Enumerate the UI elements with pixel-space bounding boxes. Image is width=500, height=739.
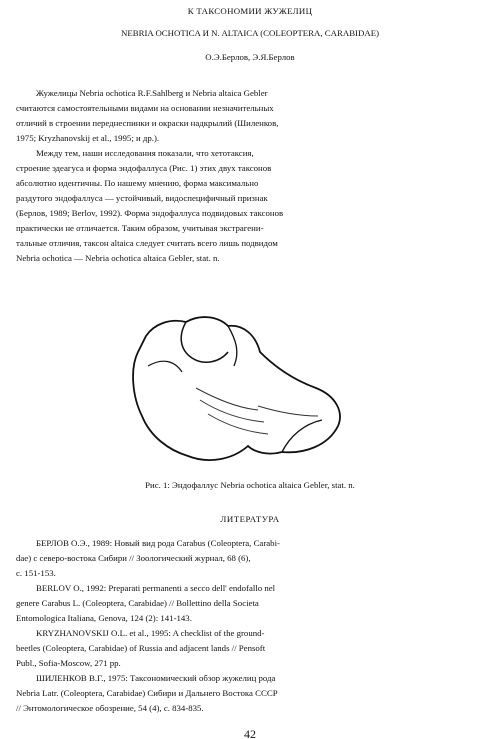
reference-line: Entomologica Italiana, Genova, 124 (2): 141-143. bbox=[16, 613, 192, 623]
reference-line: KRYZHANOVSKIJ O.L. et al., 1995: A checklist of the ground- bbox=[36, 628, 265, 638]
reference-line: dae) с северо-востока Сибири // Зоологический журнал, 68 (6), bbox=[16, 553, 251, 563]
body-line: абсолютно идентичны. По нашему мнению, форма максимально bbox=[16, 178, 259, 188]
body-line: раздутого эндофаллуса — устойчивый, видоспецифичный признак bbox=[16, 193, 268, 203]
body-line: Между тем, наши исследования показали, что хетотаксия, bbox=[36, 148, 254, 158]
body-line: тальные отличия, таксон altaica следует считать всего лишь подвидом bbox=[16, 238, 278, 248]
body-line: практически не отличается. Таким образом, учитывая экстрагени- bbox=[16, 223, 264, 233]
reference-line: Nebria Latr. (Coleoptera, Carabidae) Сибири и Дальнего Востока СССР bbox=[16, 688, 278, 698]
endophallus-outline bbox=[133, 317, 340, 460]
page-number: 42 bbox=[244, 727, 256, 739]
article-title: К ТАКСОНОМИИ ЖУЖЕЛИЦ bbox=[187, 6, 313, 16]
endophallus-base-curve bbox=[148, 361, 182, 372]
article-authors: О.Э.Берлов, Э.Я.Берлов bbox=[205, 52, 295, 62]
reference-line: BERLOV O., 1992: Preparati permanenti a secco dell' endofallo nel bbox=[36, 583, 276, 593]
reference-line: genere Carabus L. (Coleoptera, Carabidae) // Bollettino della Societa bbox=[16, 598, 259, 608]
reference-line: с. 151-153. bbox=[16, 568, 56, 578]
body-line: строение эдеагуса и форма эндофаллуса (Рис. 1) этих двух таксонов bbox=[16, 163, 272, 173]
reference-line: БЕРЛОВ О.Э., 1989: Новый вид рода Carabus (Coleoptera, Carabi- bbox=[36, 538, 280, 548]
reference-line: beetles (Coleoptera, Carabidae) of Russia and adjacent lands // Pensoft bbox=[16, 643, 266, 653]
body-line: Nebria ochotica — Nebria ochotica altaica Gebler, stat. n. bbox=[16, 253, 220, 263]
reference-line: // Энтомологическое обозрение, 54 (4), с. 834-835. bbox=[16, 703, 204, 713]
body-line: (Берлов, 1989; Berlov, 1992). Форма эндофаллуса подвидовых таксонов bbox=[16, 208, 284, 218]
reference-line: Publ., Sofia-Moscow, 271 pp. bbox=[16, 658, 121, 668]
endophallus-lobe bbox=[228, 326, 237, 366]
body-line: отличий в строении переднеспинки и окраски надкрылий (Шиленков, bbox=[16, 118, 279, 128]
literature-heading: ЛИТЕРАТУРА bbox=[220, 514, 280, 524]
endophallus-shadow bbox=[196, 388, 318, 434]
endophallus-figure bbox=[108, 296, 348, 474]
figure-caption: Рис. 1: Эндофаллус Nebria ochotica altaica Gebler, stat. n. bbox=[145, 480, 355, 490]
endophallus-fold bbox=[181, 322, 228, 362]
body-line: Жужелицы Nebria ochotica R.F.Sahlberg и Nebria altaica Gebler bbox=[36, 88, 268, 98]
body-line: считаются самостоятельными видами на основании незначительных bbox=[16, 103, 274, 113]
reference-line: ШИЛЕНКОВ В.Г., 1975: Таксономический обзор жужелиц рода bbox=[36, 673, 276, 683]
body-line: 1975; Kryzhanovskij et al., 1995; и др.). bbox=[16, 133, 160, 143]
article-subtitle: NEBRIA OCHOTICA И N. ALTAICA (COLEOPTERA, CARABIDAE) bbox=[121, 28, 379, 38]
